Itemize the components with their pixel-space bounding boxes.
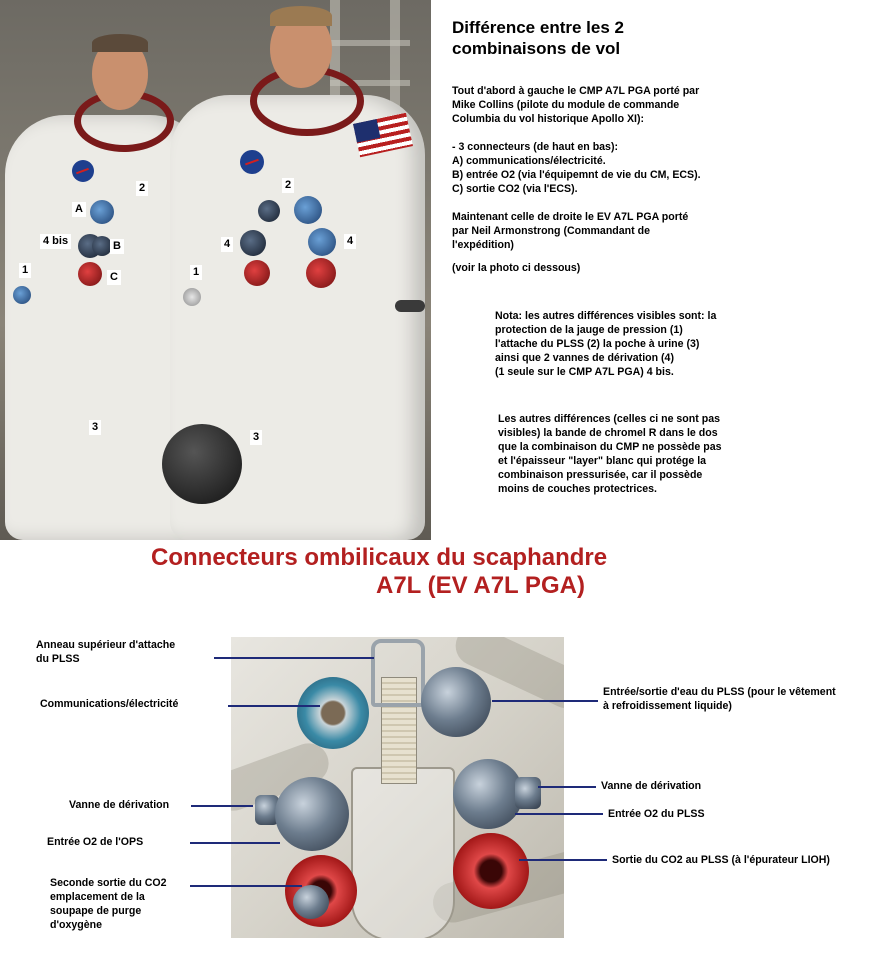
callout-line	[228, 705, 320, 707]
callout-plss-co2: Sortie du CO2 au PLSS (à l'épurateur LIOH)	[612, 854, 830, 866]
callout-line	[191, 805, 253, 807]
callout-plss-ring: Anneau supérieur d'attache du PLSS	[36, 639, 176, 665]
connectors-list: - 3 connecteurs (de haut en bas): A) communications/électricité. B) entrée O2 (via l'équipemnt de vie du CM, ECS). C) sortie CO2 (via l'ECS).	[452, 141, 701, 195]
plss-co2-connector	[453, 833, 529, 909]
callout-bypass-valve-left: Vanne de dérivation	[69, 799, 170, 811]
connector-right-6	[306, 258, 336, 288]
pressure-gauge-right	[183, 288, 201, 306]
callout-communications: Communications/électricité	[40, 698, 179, 710]
helmet-icon	[162, 424, 242, 504]
heading-line2: A7L (EV A7L PGA)	[376, 572, 585, 599]
right-hair	[270, 6, 332, 26]
connector-right-4	[308, 228, 336, 256]
tag-1-right: 1	[190, 265, 202, 280]
tag-2-right: 2	[282, 178, 294, 193]
urine-pocket	[351, 767, 455, 938]
connector-a	[90, 200, 114, 224]
pressure-gauge-left	[13, 286, 31, 304]
astronauts-photo	[0, 0, 431, 540]
nasa-logo-icon	[240, 150, 264, 174]
tag-3-left: 3	[89, 420, 101, 435]
callout-line	[492, 700, 598, 702]
tag-3-right: 3	[250, 430, 262, 445]
section-heading	[0, 544, 871, 600]
tag-c: C	[107, 270, 121, 285]
callout-line	[214, 657, 374, 659]
ops-o2-connector	[275, 777, 349, 851]
water-connector	[421, 667, 491, 737]
connector-right-2	[294, 196, 322, 224]
tag-2-left: 2	[136, 181, 148, 196]
callout-line	[515, 813, 603, 815]
callout-second-co2: Seconde sortie du CO2 emplacement de la soupape de purge d'oxygène	[50, 877, 167, 931]
page-title: Différence entre les 2 combinaisons de vol	[452, 18, 624, 58]
nota-text: Nota: les autres différences visibles sont: la protection de la jauge de pression (1) l'attache du PLSS (2) la poche à urine (3) ainsi que 2 vannes de dérivation (4) (1 seule sur le CMP A7L PGA) 4 bis.	[495, 310, 717, 378]
connectors-closeup-photo	[231, 637, 564, 938]
tag-1-left: 1	[19, 263, 31, 278]
bypass-valve-right	[515, 777, 541, 809]
left-hair	[92, 34, 148, 52]
callout-bypass-valve-right: Vanne de dérivation	[601, 780, 702, 792]
connector-c	[78, 262, 102, 286]
right-suit-text: Maintenant celle de droite le EV A7L PGA porté par Neil Armonstrong (Commandant de l'expédition)	[452, 211, 689, 251]
callout-line	[519, 859, 607, 861]
tag-4-right: 4	[344, 234, 356, 249]
callout-line	[190, 885, 302, 887]
callout-plss-o2: Entrée O2 du PLSS	[608, 808, 705, 820]
plss-o2-connector	[453, 759, 523, 829]
heading-line1: Connecteurs ombilicaux du scaphandre	[151, 544, 608, 571]
nasa-logo-icon	[72, 160, 94, 182]
callout-line	[538, 786, 596, 788]
see-photo-text: (voir la photo ci dessous)	[452, 262, 581, 274]
plss-ring-icon	[371, 639, 425, 707]
connector-b	[92, 236, 112, 256]
connector-right-3	[240, 230, 266, 256]
callout-line	[190, 842, 280, 844]
tag-b: B	[110, 239, 124, 254]
tag-4bis: 4 bis	[40, 234, 71, 249]
tag-4-left: 4	[221, 237, 233, 252]
callout-plss-water: Entrée/sortie d'eau du PLSS (pour le vêtement à refroidissement liquide)	[603, 686, 836, 712]
tag-a: A	[72, 202, 86, 217]
comm-connector	[297, 677, 369, 749]
intro-text: Tout d'abord à gauche le CMP A7L PGA porté par Mike Collins (pilote du module de commande Columbia du vol historique Apollo XI):	[452, 85, 700, 125]
scaffold-bar	[330, 40, 410, 46]
glove-band	[395, 300, 425, 312]
connector-right-1	[258, 200, 280, 222]
callout-ops-o2: Entrée O2 de l'OPS	[47, 836, 144, 848]
purge-valve	[293, 885, 329, 919]
connector-right-5	[244, 260, 270, 286]
other-differences-text: Les autres différences (celles ci ne sont pas visibles) la bande de chromel R dans le dos que la combinaison du CMP ne possède pas et l'épaisseur "layer" blanc qui protége la combinaison pressurisée, car il possède moins de couches protectrices.	[498, 413, 722, 495]
